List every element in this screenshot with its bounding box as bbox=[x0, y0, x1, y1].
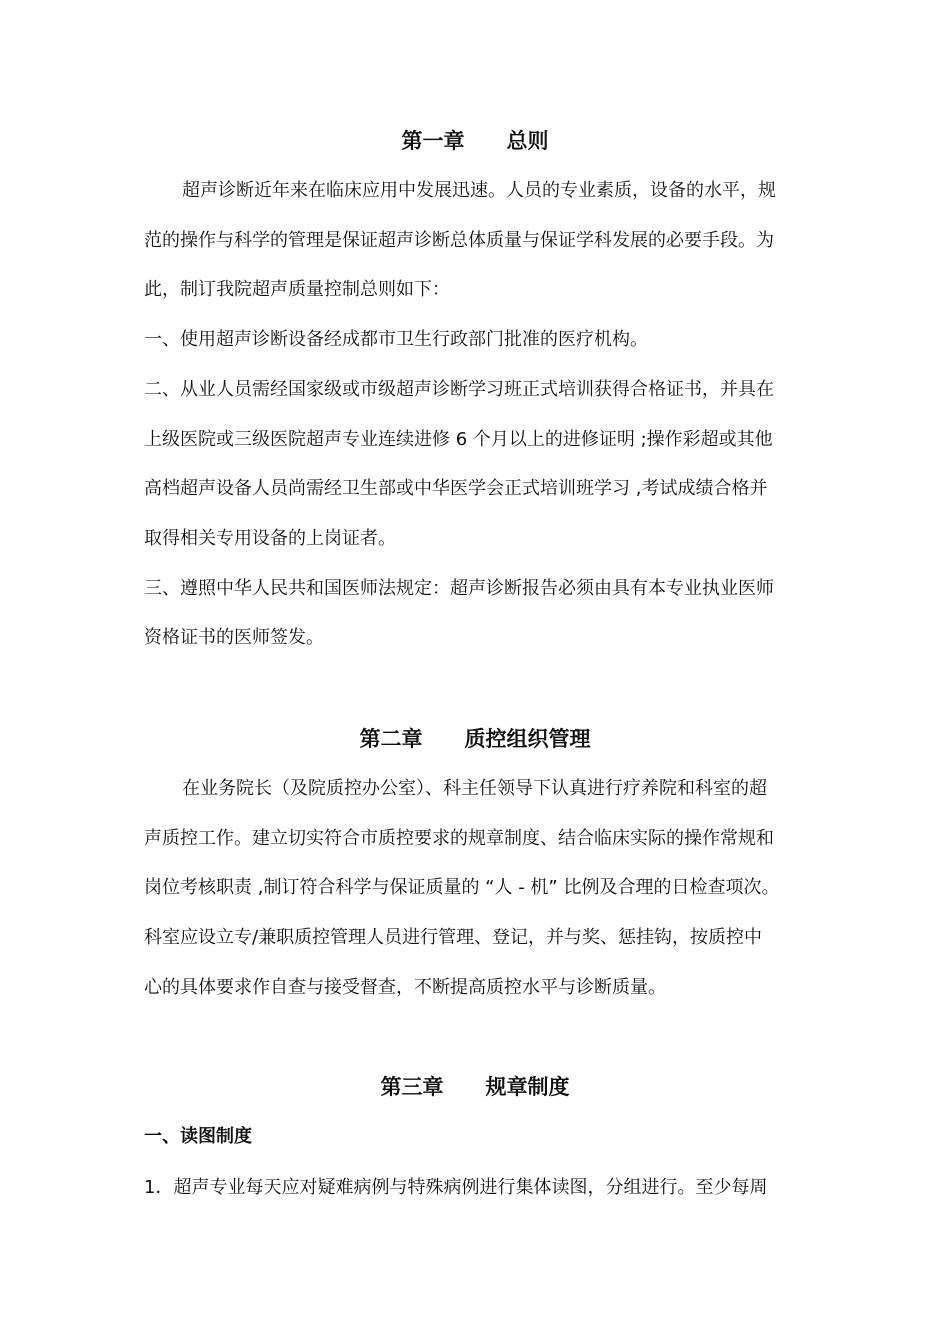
body-line: 岗位考核职责 ,制订符合科学与保证质量的 “人 - 机” 比例及合理的日检查项次。 bbox=[144, 877, 780, 899]
chapter-3-heading: 第三章 规章制度 bbox=[380, 1075, 570, 1099]
body-line: 三、遵照中华人民共和国医师法规定：超声诊断报告必须由具有本专业执业医师 bbox=[144, 577, 774, 599]
body-line: 资格证书的医师签发。 bbox=[144, 627, 324, 649]
body-line: 范的操作与科学的管理是保证超声诊断总体质量与保证学科发展的必要手段。为 bbox=[144, 229, 774, 251]
body-line: 超声诊断近年来在临床应用中发展迅速。人员的专业素质，设备的水平，规 bbox=[182, 180, 776, 201]
body-line: 此，制订我院超声质量控制总则如下： bbox=[144, 279, 450, 301]
chapter-1-heading: 第一章 总则 bbox=[401, 129, 549, 153]
body-line: 在业务院长（及院质控办公室）、科主任领导下认真进行疗养院和科室的超 bbox=[182, 778, 767, 799]
body-line: 声质控工作。建立切实符合市质控要求的规章制度、结合临床实际的操作常规和 bbox=[144, 827, 774, 849]
body-line: 1．超声专业每天应对疑难病例与特殊病例进行集体读图，分组进行。至少每周 bbox=[144, 1177, 768, 1198]
body-line: 上级医院或三级医院超声专业连续进修 6 个月以上的进修证明 ;操作彩超或其他 bbox=[144, 428, 773, 450]
body-line: 科室应设立专/兼职质控管理人员进行管理、登记，并与奖、惩挂钩，按质控中 bbox=[144, 927, 763, 949]
chapter-1-body bbox=[144, 166, 808, 663]
chapter-3-body bbox=[144, 1163, 808, 1213]
chapter-2-body bbox=[144, 764, 808, 1013]
body-line: 二、从业人员需经国家级或市级超声诊断学习班正式培训获得合格证书，并具在 bbox=[144, 378, 774, 400]
body-line: 一、使用超声诊断设备经成都市卫生行政部门批准的医疗机构。 bbox=[144, 329, 648, 351]
body-line: 高档超声设备人员尚需经卫生部或中华医学会正式培训班学习 ,考试成绩合格并 bbox=[144, 478, 768, 500]
body-line: 心的具体要求作自查与接受督查，不断提高质控水平与诊断质量。 bbox=[144, 976, 666, 998]
chapter-2-heading: 第二章 质控组织管理 bbox=[359, 727, 591, 751]
section-subheading: 一、读图制度 bbox=[144, 1126, 252, 1147]
body-line: 取得相关专用设备的上岗证者。 bbox=[144, 527, 396, 549]
